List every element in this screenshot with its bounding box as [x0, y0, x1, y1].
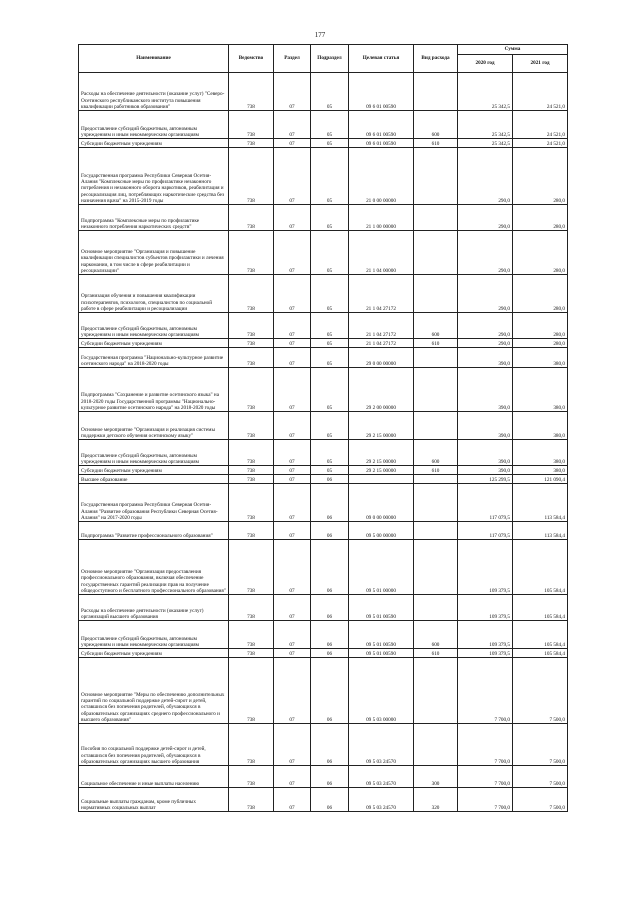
cell-dept: 738 [229, 368, 274, 412]
cell-section: 07 [274, 475, 311, 484]
cell-2020: 390,0 [458, 368, 513, 412]
cell-2020: 117 079,5 [458, 484, 513, 522]
table-row [79, 148, 568, 205]
cell-expense-type [414, 348, 458, 368]
cell-target: 09 6 01 00590 [349, 139, 414, 148]
cell-expense-type [414, 73, 458, 111]
cell-dept: 738 [229, 724, 274, 766]
cell-subsection: 05 [311, 275, 349, 313]
cell-2020: 390,0 [458, 348, 513, 368]
cell-dept: 738 [229, 788, 274, 812]
header-2020: 2020 год [458, 55, 513, 73]
cell-2021: 280,0 [513, 313, 568, 339]
cell-subsection: 06 [311, 621, 349, 649]
cell-expense-type [414, 475, 458, 484]
cell-dept: 738 [229, 475, 274, 484]
cell-section: 07 [274, 368, 311, 412]
cell-expense-type [414, 658, 458, 724]
cell-section: 07 [274, 595, 311, 621]
cell-section: 07 [274, 724, 311, 766]
table-row [79, 649, 568, 658]
cell-target: 29 2 15 00000 [349, 440, 414, 466]
cell-target: 09 6 01 00590 [349, 73, 414, 111]
cell-2020: 290,0 [458, 275, 513, 313]
cell-section: 07 [274, 275, 311, 313]
cell-2021: 280,0 [513, 231, 568, 275]
cell-dept: 738 [229, 73, 274, 111]
cell-dept: 738 [229, 231, 274, 275]
cell-expense-type [414, 484, 458, 522]
cell-subsection: 05 [311, 111, 349, 139]
cell-name: Социальные выплаты гражданам, кроме публичных нормативных социальных выплат [79, 788, 229, 812]
cell-expense-type [414, 412, 458, 440]
cell-subsection: 05 [311, 368, 349, 412]
cell-name: Субсидии бюджетным учреждениям [79, 139, 229, 148]
cell-2020: 390,0 [458, 440, 513, 466]
cell-2021: 380,0 [513, 440, 568, 466]
cell-name: Организация обучения и повышения квалификации психотерапевтов, психологов, специалистов по социальной работе в сфере реабилитации и ресоциализации [79, 275, 229, 313]
cell-2021: 24 521,0 [513, 139, 568, 148]
table-row [79, 139, 568, 148]
cell-dept: 738 [229, 466, 274, 475]
cell-name: Основное мероприятие "Организация предоставления профессионального образования, включая обеспечение государственных гарантий реализации прав на получение общедоступного и бесплатного профессионального образования" [79, 540, 229, 595]
cell-expense-type: 300 [414, 766, 458, 788]
cell-subsection: 05 [311, 148, 349, 205]
table-row [79, 205, 568, 231]
cell-expense-type: 610 [414, 649, 458, 658]
cell-section: 07 [274, 148, 311, 205]
cell-2021: 105 584,4 [513, 649, 568, 658]
cell-2020: 25 342,5 [458, 73, 513, 111]
header-dept: Ведомство [229, 45, 274, 73]
cell-expense-type: 610 [414, 339, 458, 348]
cell-name: Подпрограмма "Сохранение и развитие осетинского языка" на 2018-2020 годы Государственной программы "Национально-культурное развитие осетинского народа" на 2018-2020 годы [79, 368, 229, 412]
cell-name: Предоставление субсидий бюджетным, автономным учреждениям и иным некоммерческим организациям [79, 313, 229, 339]
cell-target: 21 0 00 00000 [349, 148, 414, 205]
cell-subsection: 06 [311, 595, 349, 621]
cell-section: 07 [274, 348, 311, 368]
cell-name: Государственная программа Республики Северная Осетия-Алания "Комплексные меры по профилактике незаконного потребления и незаконного оборота наркотиков, реабилитация и ресоциализация лиц, потребляющих наркотические средства без назначения врача" на 2015-2019 годы [79, 148, 229, 205]
cell-target [349, 475, 414, 484]
cell-section: 07 [274, 339, 311, 348]
cell-section: 07 [274, 231, 311, 275]
cell-2021: 7 500,0 [513, 724, 568, 766]
cell-expense-type [414, 724, 458, 766]
cell-2020: 290,0 [458, 231, 513, 275]
cell-name: Расходы на обеспечение деятельности (оказание услуг) организаций высшего образования [79, 595, 229, 621]
cell-2020: 125 299,5 [458, 475, 513, 484]
cell-subsection: 06 [311, 540, 349, 595]
cell-target: 29 2 15 00000 [349, 412, 414, 440]
cell-2021: 24 521,0 [513, 111, 568, 139]
cell-subsection: 05 [311, 73, 349, 111]
cell-target: 21 1 00 00000 [349, 205, 414, 231]
table-row [79, 595, 568, 621]
cell-2021: 7 500,0 [513, 658, 568, 724]
table-row [79, 412, 568, 440]
header-expense-type: Вид расхода [414, 45, 458, 73]
cell-2020: 7 700,0 [458, 766, 513, 788]
table-row [79, 348, 568, 368]
table-row [79, 111, 568, 139]
cell-expense-type [414, 231, 458, 275]
cell-target: 29 2 00 00000 [349, 368, 414, 412]
cell-target: 09 5 01 00590 [349, 595, 414, 621]
cell-dept: 738 [229, 412, 274, 440]
cell-section: 07 [274, 73, 311, 111]
cell-2021: 280,0 [513, 205, 568, 231]
cell-2021: 7 500,0 [513, 766, 568, 788]
cell-subsection: 05 [311, 348, 349, 368]
table-row [79, 724, 568, 766]
cell-2020: 390,0 [458, 466, 513, 475]
cell-name: Государственная программа Республики Северная Осетия-Алания "Развитие образования Республики Северная Осетия-Алания" на 2017-2020 годы [79, 484, 229, 522]
cell-name: Подпрограмма "Комплексные меры по профилактике незаконного потребления наркотических средств" [79, 205, 229, 231]
header-name: Наименование [79, 45, 229, 73]
cell-target: 21 1 04 27172 [349, 275, 414, 313]
cell-2021: 24 521,0 [513, 73, 568, 111]
table-row [79, 275, 568, 313]
table-row [79, 522, 568, 540]
table-row [79, 658, 568, 724]
cell-dept: 738 [229, 111, 274, 139]
page-number: 177 [314, 31, 326, 39]
table-row [79, 73, 568, 111]
cell-expense-type [414, 522, 458, 540]
cell-subsection: 06 [311, 475, 349, 484]
cell-name: Основное мероприятие "Организация и реализация системы поддержки детского обучения осетинскому языку" [79, 412, 229, 440]
cell-2020: 390,0 [458, 412, 513, 440]
cell-dept: 738 [229, 348, 274, 368]
cell-2021: 121 090,4 [513, 475, 568, 484]
cell-dept: 738 [229, 313, 274, 339]
cell-subsection: 06 [311, 658, 349, 724]
header-2021: 2021 год [513, 55, 568, 73]
cell-target: 09 5 01 00590 [349, 649, 414, 658]
budget-table [78, 44, 568, 812]
cell-2021: 280,0 [513, 275, 568, 313]
cell-section: 07 [274, 466, 311, 475]
cell-section: 07 [274, 766, 311, 788]
cell-name: Предоставление субсидий бюджетным, автономным учреждениям и иным некоммерческим организациям [79, 111, 229, 139]
cell-2021: 380,0 [513, 412, 568, 440]
cell-subsection: 06 [311, 766, 349, 788]
header-subsection: Подраздел [311, 45, 349, 73]
cell-section: 07 [274, 412, 311, 440]
cell-2020: 7 700,0 [458, 658, 513, 724]
cell-name: Высшее образование [79, 475, 229, 484]
cell-dept: 738 [229, 649, 274, 658]
cell-expense-type [414, 540, 458, 595]
cell-name: Расходы на обеспечение деятельности (оказание услуг) "Северо-Осетинского республиканского института повышения квалификации работников образования" [79, 73, 229, 111]
cell-2020: 7 700,0 [458, 788, 513, 812]
cell-dept: 738 [229, 484, 274, 522]
cell-dept: 738 [229, 522, 274, 540]
cell-dept: 738 [229, 148, 274, 205]
cell-subsection: 06 [311, 649, 349, 658]
cell-name: Субсидии бюджетным учреждениям [79, 466, 229, 475]
cell-expense-type [414, 148, 458, 205]
cell-target: 29 2 15 00000 [349, 466, 414, 475]
cell-2020: 109 379,5 [458, 595, 513, 621]
cell-2021: 113 584,4 [513, 522, 568, 540]
cell-name: Субсидии бюджетным учреждениям [79, 339, 229, 348]
cell-2020: 290,0 [458, 205, 513, 231]
cell-target: 09 5 01 00590 [349, 621, 414, 649]
cell-name: Субсидии бюджетным учреждениям [79, 649, 229, 658]
cell-subsection: 05 [311, 139, 349, 148]
cell-2020: 290,0 [458, 339, 513, 348]
cell-name: Основное мероприятие "Меры по обеспечению дополнительных гарантий по социальной поддержке детей-сирот и детей, оставшихся без попечения родителей, обучающихся в образовательных организациях среднего профессионального и высшего образования" [79, 658, 229, 724]
cell-target: 09 5 03 24570 [349, 788, 414, 812]
cell-dept: 738 [229, 205, 274, 231]
header-section: Раздел [274, 45, 311, 73]
cell-2021: 113 584,4 [513, 484, 568, 522]
cell-target: 21 1 04 00000 [349, 231, 414, 275]
table-row [79, 484, 568, 522]
cell-name: Предоставление субсидий бюджетным, автономным учреждениям и иным некоммерческим организациям [79, 621, 229, 649]
cell-section: 07 [274, 522, 311, 540]
cell-section: 07 [274, 621, 311, 649]
cell-dept: 738 [229, 440, 274, 466]
cell-name: Подпрограмма "Развитие профессионального образования" [79, 522, 229, 540]
cell-expense-type: 320 [414, 788, 458, 812]
cell-dept: 738 [229, 540, 274, 595]
cell-section: 07 [274, 440, 311, 466]
cell-section: 07 [274, 484, 311, 522]
cell-2021: 105 584,4 [513, 540, 568, 595]
cell-name: Государственная программа "Национально-культурное развитие осетинского народа" на 2018-2020 годы [79, 348, 229, 368]
cell-section: 07 [274, 788, 311, 812]
table-row [79, 466, 568, 475]
table-row [79, 313, 568, 339]
cell-2020: 109 379,5 [458, 649, 513, 658]
cell-2020: 109 379,5 [458, 540, 513, 595]
cell-2021: 280,0 [513, 148, 568, 205]
cell-2021: 280,0 [513, 339, 568, 348]
cell-target: 29 0 00 00000 [349, 348, 414, 368]
table-row [79, 766, 568, 788]
cell-section: 07 [274, 313, 311, 339]
cell-2021: 380,0 [513, 368, 568, 412]
cell-target: 09 5 03 24570 [349, 724, 414, 766]
cell-section: 07 [274, 111, 311, 139]
cell-2021: 105 584,4 [513, 621, 568, 649]
cell-expense-type: 610 [414, 466, 458, 475]
cell-dept: 738 [229, 275, 274, 313]
cell-2021: 7 500,0 [513, 788, 568, 812]
cell-target: 09 5 00 00000 [349, 522, 414, 540]
cell-2020: 25 342,5 [458, 139, 513, 148]
cell-subsection: 05 [311, 412, 349, 440]
cell-expense-type: 600 [414, 621, 458, 649]
table-row [79, 231, 568, 275]
cell-2021: 105 584,4 [513, 595, 568, 621]
cell-dept: 738 [229, 595, 274, 621]
cell-subsection: 05 [311, 313, 349, 339]
cell-target: 09 0 00 00000 [349, 484, 414, 522]
cell-2020: 109 379,5 [458, 621, 513, 649]
cell-target: 09 5 03 00000 [349, 658, 414, 724]
cell-expense-type [414, 595, 458, 621]
cell-2020: 290,0 [458, 313, 513, 339]
cell-expense-type: 600 [414, 111, 458, 139]
cell-2020: 117 079,5 [458, 522, 513, 540]
cell-dept: 738 [229, 339, 274, 348]
cell-subsection: 06 [311, 484, 349, 522]
cell-target: 09 6 01 00590 [349, 111, 414, 139]
cell-section: 07 [274, 540, 311, 595]
cell-expense-type: 600 [414, 440, 458, 466]
cell-dept: 738 [229, 766, 274, 788]
cell-section: 07 [274, 649, 311, 658]
cell-name: Социальное обеспечение и иные выплаты населению [79, 766, 229, 788]
cell-expense-type: 600 [414, 313, 458, 339]
cell-target: 21 1 04 27172 [349, 339, 414, 348]
cell-section: 07 [274, 139, 311, 148]
cell-dept: 738 [229, 658, 274, 724]
cell-2020: 7 700,0 [458, 724, 513, 766]
cell-expense-type [414, 205, 458, 231]
cell-subsection: 05 [311, 339, 349, 348]
cell-dept: 738 [229, 621, 274, 649]
cell-subsection: 05 [311, 231, 349, 275]
header-sum: Сумма [458, 45, 568, 55]
cell-expense-type [414, 275, 458, 313]
cell-2021: 380,0 [513, 348, 568, 368]
table-row [79, 440, 568, 466]
cell-name: Пособия по социальной поддержке детей-сирот и детей, оставшихся без попечения родителей, обучающихся в образовательных организациях высшего образования [79, 724, 229, 766]
cell-target: 09 5 03 24570 [349, 766, 414, 788]
cell-2020: 25 342,5 [458, 111, 513, 139]
table-row [79, 540, 568, 595]
cell-target: 09 5 01 00000 [349, 540, 414, 595]
cell-2021: 380,0 [513, 466, 568, 475]
table-row [79, 368, 568, 412]
cell-section: 07 [274, 658, 311, 724]
cell-subsection: 06 [311, 788, 349, 812]
cell-2020: 290,0 [458, 148, 513, 205]
cell-target: 21 1 04 27172 [349, 313, 414, 339]
cell-section: 07 [274, 205, 311, 231]
table-row [79, 475, 568, 484]
cell-name: Основное мероприятие "Организация и повышение квалификации специалистов субъектов профилактики и лечения наркомании, в том числе в сфере реабилитации и ресоциализации" [79, 231, 229, 275]
cell-name: Предоставление субсидий бюджетным, автономным учреждениям и иным некоммерческим организациям [79, 440, 229, 466]
header-target: Целевая статья [349, 45, 414, 73]
cell-dept: 738 [229, 139, 274, 148]
cell-subsection: 05 [311, 205, 349, 231]
cell-expense-type [414, 368, 458, 412]
cell-subsection: 06 [311, 724, 349, 766]
table-row [79, 788, 568, 812]
cell-expense-type: 610 [414, 139, 458, 148]
cell-subsection: 05 [311, 440, 349, 466]
cell-subsection: 05 [311, 466, 349, 475]
table-row [79, 339, 568, 348]
table-row [79, 621, 568, 649]
cell-subsection: 06 [311, 522, 349, 540]
